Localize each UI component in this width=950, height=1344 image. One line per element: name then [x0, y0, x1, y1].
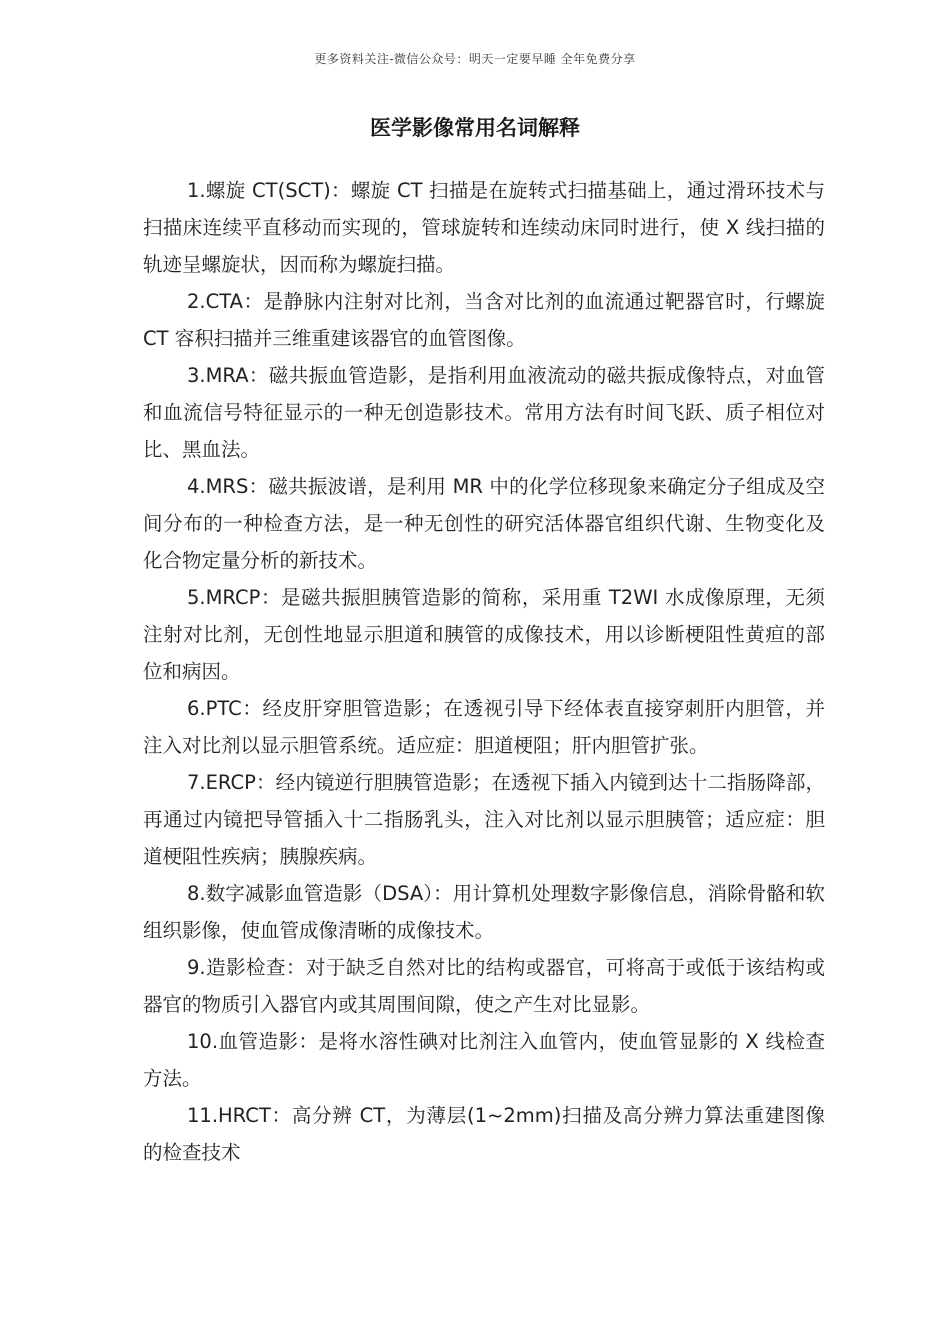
entry-ercp: 7.ERCP：经内镜逆行胆胰管造影；在透视下插入内镜到达十二指肠降部，再通过内镜把导管插入十二指肠乳头，注入对比剂以显示胆胰管；适应症：胆道梗阻性疾病；胰腺疾病。	[143, 771, 825, 868]
document-body	[143, 172, 825, 1171]
entry-ptc: 6.PTC：经皮肝穿胆管造影；在透视引导下经体表直接穿刺肝内胆管，并注入对比剂以显示胆管系统。适应症：胆道梗阻；肝内胆管扩张。	[143, 697, 825, 757]
entry-spiral-ct: 1.螺旋 CT(SCT)：螺旋 CT 扫描是在旋转式扫描基础上，通过滑环技术与扫描床连续平直移动而实现的，管球旋转和连续动床同时进行，使 X 线扫描的轨迹呈螺旋状，因而称为螺旋扫描。	[143, 179, 825, 276]
entry-mra: 3.MRA：磁共振血管造影，是指利用血液流动的磁共振成像特点，对血管和血流信号特征显示的一种无创造影技术。常用方法有时间飞跃、质子相位对比、黑血法。	[143, 364, 825, 461]
entry-cta: 2.CTA：是静脉内注射对比剂，当含对比剂的血流通过靶器官时，行螺旋 CT 容积扫描并三维重建该器官的血管图像。	[143, 290, 825, 350]
document-title: 医学影像常用名词解释	[370, 116, 580, 140]
entry-mrcp: 5.MRCP：是磁共振胆胰管造影的简称，采用重 T2WI 水成像原理，无须注射对比剂，无创性地显示胆道和胰管的成像技术，用以诊断梗阻性黄疸的部位和病因。	[143, 586, 825, 683]
entry-hrct: 11.HRCT：高分辨 CT，为薄层(1~2mm)扫描及高分辨力算法重建图像的检查技术	[143, 1104, 825, 1164]
header-note: 更多资料关注-微信公众号：明天一定要早睡 全年免费分享	[314, 52, 636, 66]
entry-angiography: 10.血管造影：是将水溶性碘对比剂注入血管内，使血管显影的 X 线检查方法。	[143, 1030, 825, 1090]
entry-mrs: 4.MRS：磁共振波谱，是利用 MR 中的化学位移现象来确定分子组成及空间分布的一种检查方法，是一种无创性的研究活体器官组织代谢、生物变化及化合物定量分析的新技术。	[143, 475, 825, 572]
entry-contrast-exam: 9.造影检查：对于缺乏自然对比的结构或器官，可将高于或低于该结构或器官的物质引入器官内或其周围间隙，使之产生对比显影。	[143, 956, 825, 1016]
entry-dsa: 8.数字减影血管造影（DSA）：用计算机处理数字影像信息，消除骨骼和软组织影像，使血管成像清晰的成像技术。	[143, 882, 825, 942]
